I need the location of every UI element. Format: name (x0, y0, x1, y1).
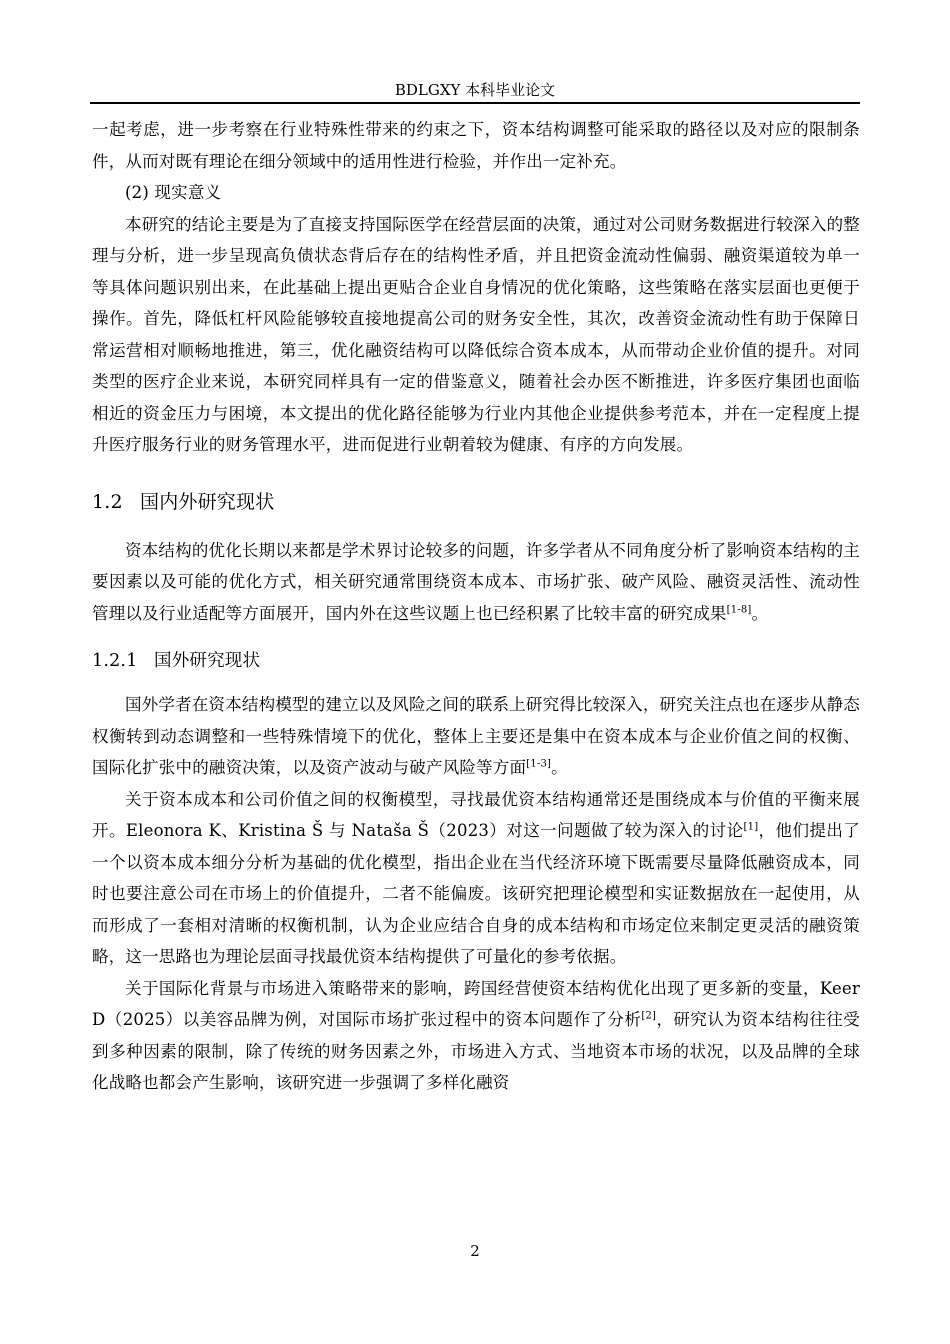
section-title: 国内外研究现状 (140, 490, 275, 513)
paragraph-end: 。 (751, 603, 769, 623)
page-header: BDLGXY 本科毕业论文 (90, 80, 860, 104)
section-heading-1-2-1 (92, 647, 860, 675)
paragraph-internationalization (92, 973, 860, 1099)
citation: [1] (743, 821, 759, 833)
page-content (92, 114, 860, 1099)
citation: [2] (641, 1010, 657, 1022)
paragraph-text: 关于资本成本和公司价值之间的权衡模型，寻找最优资本结构通常还是围绕成本与价值的平衡来展开。Eleonora K、Kristina Š 与 Nataša Š（2023）对这一问题做了较为深入的讨论 (92, 789, 860, 840)
paragraph-text-continued: ，他们提出了一个以资本成本细分分析为基础的优化模型，指出企业在当代经济环境下既需要尽量降低融资成本，同时也要注意公司在市场上的价值提升，二者不能偏废。该研究把理论模型和实证数据放在一起使用，从而形成了一套相对清晰的权衡机制，认为企业应结合自身的成本结构和市场定位来制定更灵活的融资策略，这一思路也为理论层面寻找最优资本结构提供了可量化的参考依据。 (92, 821, 860, 966)
page-number: 2 (470, 1242, 480, 1260)
paragraph-research-overview (92, 535, 860, 630)
section-heading-1-2 (92, 487, 860, 517)
paragraph-text: 国外学者在资本结构模型的建立以及风险之间的联系上研究得比较深入，研究关注点也在逐步从静态权衡转到动态调整和一些特殊情境下的优化，整体上主要还是集中在资本成本与企业价值之间的权衡、国际化扩张中的融资决策，以及资产波动与破产风险等方面 (92, 695, 860, 777)
paragraph-foreign-research (92, 689, 860, 784)
citation: [1-8] (726, 604, 752, 615)
paragraph-cost-value-tradeoff (92, 784, 860, 973)
citation: [1-3] (526, 758, 552, 770)
paragraph-text: 资本结构的优化长期以来都是学术界讨论较多的问题，许多学者从不同角度分析了影响资本结构的主要因素以及可能的优化方式，相关研究通常围绕资本成本、市场扩张、破产风险、融资灵活性、流动性管理以及行业适配等方面展开，国内外在这些议题上也已经积累了比较丰富的研究成果 (92, 540, 860, 623)
section-number: 1.2 (92, 490, 123, 513)
paragraph-theoretical-end: 一起考虑，进一步考察在行业特殊性带来的约束之下，资本结构调整可能采取的路径以及对应的限制条件，从而对既有理论在细分领域中的适用性进行检验，并作出一定补充。 (92, 120, 860, 171)
paragraph-text: 关于国际化背景与市场进入策略带来的影响，跨国经营使资本结构优化出现了更多新的变量，Keer D（2025）以美容品牌为例，对国际市场扩张过程中的资本问题作了分析 (92, 978, 860, 1029)
section-title: 国外研究现状 (154, 651, 261, 671)
subheading-practical-significance: (2) 现实意义 (125, 183, 222, 202)
paragraph-text-continued: ，研究认为资本结构往往受到多种因素的限制，除了传统的财务因素之外，市场进入方式、当地资本市场的状况，以及品牌的全球化战略也都会产生影响，该研究进一步强调了多样化融资 (92, 1010, 860, 1092)
paragraph-end: 。 (551, 758, 568, 777)
section-number: 1.2.1 (92, 651, 138, 671)
paragraph-practical-significance: 本研究的结论主要是为了直接支持国际医学在经营层面的决策，通过对公司财务数据进行较深入的整理与分析，进一步呈现高负债状态背后存在的结构性矛盾，并且把资金流动性偏弱、融资渠道较为单一等具体问题识别出来，在此基础上提出更贴合企业自身情况的优化策略，这些策略在落实层面也更便于操作。首先，降低杠杆风险能够较直接地提高公司的财务安全性，其次，改善资金流动性有助于保障日常运营相对顺畅地推进，第三，优化融资结构可以降低综合资本成本，从而带动企业价值的提升。对同类型的医疗企业来说，本研究同样具有一定的借鉴意义，随着社会办医不断推进，许多医疗集团也面临相近的资金压力与困境，本文提出的优化路径能够为行业内其他企业提供参考范本，并在一定程度上提升医疗服务行业的财务管理水平，进而促进行业朝着较为健康、有序的方向发展。 (92, 214, 860, 454)
